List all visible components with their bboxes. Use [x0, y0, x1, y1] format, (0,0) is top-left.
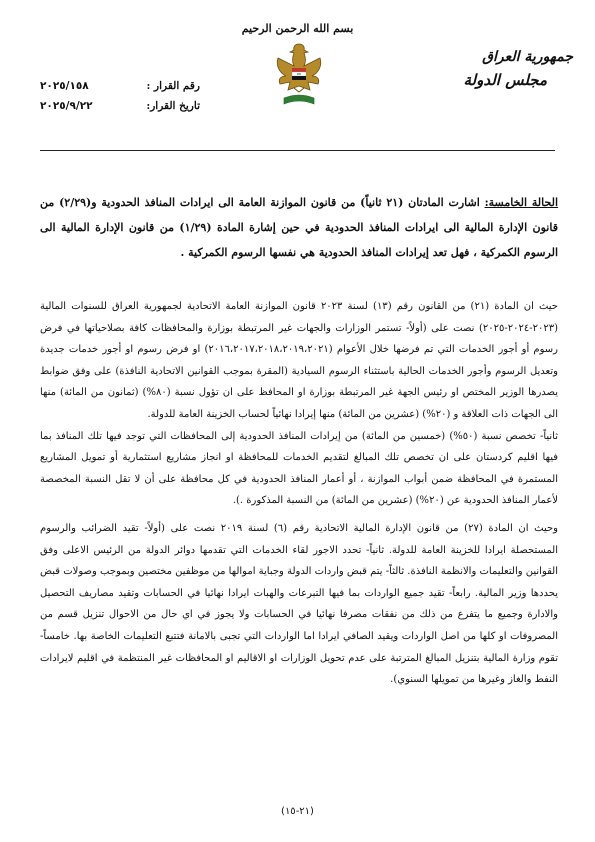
case-text: اشارت المادتان (٢١ ثانياً) من قانون الموازنة العامة الى ايرادات المنافذ الحدودية و(٢/٢٩) من قانون الإدارة المالية الى ايرادات المنافذ الحدودية في حين إشارة المادة (١/٢٩) من قانون الإدارة المالية الى الرسوم الكمركية ، فهل تعد إيرادات المنافذ الحدودية هي نفسها الرسوم الكمركية . [40, 196, 558, 259]
brand-line-2: مجلس الدولة [463, 71, 547, 89]
document-body [40, 296, 558, 691]
header-divider [40, 150, 555, 151]
paragraph-3: وحيث ان المادة (٢٧) من قانون الإدارة المالية الاتحادية رقم (٦) لسنة ٢٠١٩ نصت على (أولاً- تقيد الضرائب والرسوم المستحصلة ايرادا للخزينة العامة للدولة. ثانياً- تحدد الاجور لقاء الخدمات التي تقدمها دوائر الدولة من الرئيس الاعلى وفق القوانين والتعليمات والانظمة النافذة. ثالثاً- يتم قبض واردات الدولة وجباية اموالها من موظفين مختصين وبموجب وصولات قبض يحددها وزير المالية. رابعاً- تقيد جميع الواردات بما فيها التبرعات والهبات ايرادا نهائيا في الحسابات وتقيد مصاريف التحصيل والادارة وجميع ما يتفرع من ذلك من نفقات مصرفا نهائيا في الحسابات ولا يجوز في اي حال من الاحوال تنزيل قسم من المصروفات او كلها من اصل الواردات ويقيد الصافي ايرادا اما الواردات التي تجبى بالامانة فتتبع التعليمات الخاصة بها. خامساً- تقوم وزارة المالية بتنزيل المبالغ المترتبة على عدم تحويل الوزارات او الاقاليم او المحافظات غير المنتظمة في اقليم لايرادات النفط والغاز وغيرها من تمويلها السنوي). [40, 522, 558, 686]
decision-date-row [40, 96, 200, 116]
basmala: بسم الله الرحمن الرحيم [241, 22, 354, 35]
decision-date-value: ٢٠٢٥/٩/٢٢ [40, 100, 93, 112]
paragraph-1: حيث ان المادة (٢١) من القانون رقم (١٣) لسنة ٢٠٢٣ قانون الموازنة العامة الاتحادية لجمهورية العراق للسنوات المالية (٢٠٢٣-٢٠٢٤-٢٠٢٥) نصت على (أولاً- تستمر الوزارات والجهات غير المرتبطة بوزارة والمحافظات كافة بصلاحياتها في فرض رسوم أو أجور الخدمات التي تم فرضها خلال الأعوام (٢٠١٦،٢٠١٧،٢٠١٨،٢٠١٩،٢٠٢١) او فرض رسوم او أجور خدمات جديدة وتعديل الرسوم وأجور الخدمات الحالية باستثناء الرسوم السيادية (المقرة بموجب القوانين الاتحادية النافذة) على وفق ضوابط يصدرها الوزير المختص او رئيس الجهة غير المرتبطة بوزارة او المحافظ على ان تؤول نسبة (٨٠%) (ثمانون من المائة) منها الى الجهات ذات العلاقة و (٢٠%) (عشرين من المائة) منها إيرادا نهائياً لحساب الخزينة العامة للدولة. [40, 301, 559, 420]
decision-date-label: تاريخ القرار: [146, 100, 200, 112]
page-number: (٢١-١٥) [281, 806, 314, 817]
council-of-state-logo [423, 46, 573, 92]
decision-info [40, 76, 200, 116]
decision-number-row [40, 76, 200, 96]
paragraph-2: ثانياً- تخصص نسبة (٥٠%) (خمسين من المائة) من إيرادات المنافذ الحدودية إلى المحافظات التي توجد فيها تلك المنافذ بما فيها اقليم كردستان على ان تخصص تلك المبالغ لتقديم الخدمات للمحافظة او انجاز مشاريع استثمارية أو تمويل المشاريع المستمرة في المحافظة ضمن أبواب الموازنة ، أو أعمار المنافذ الحدودية في كل محافظة على أن لا تقل النسبة المخصصة لأعمار المنافذ الحدودية عن (٢٠%) (عشرين من المائة) من النسبة المذكورة .). [40, 430, 558, 507]
case-label: الحالة الخامسة: [484, 196, 558, 209]
case-subject [40, 190, 558, 265]
decision-number-label: رقم القرار : [146, 80, 200, 92]
decision-number-value: ٢٠٢٥/١٥٨ [40, 80, 89, 92]
brand-line-1: جمهورية العراق [482, 49, 573, 65]
iraq-eagle-emblem-icon [268, 38, 330, 112]
